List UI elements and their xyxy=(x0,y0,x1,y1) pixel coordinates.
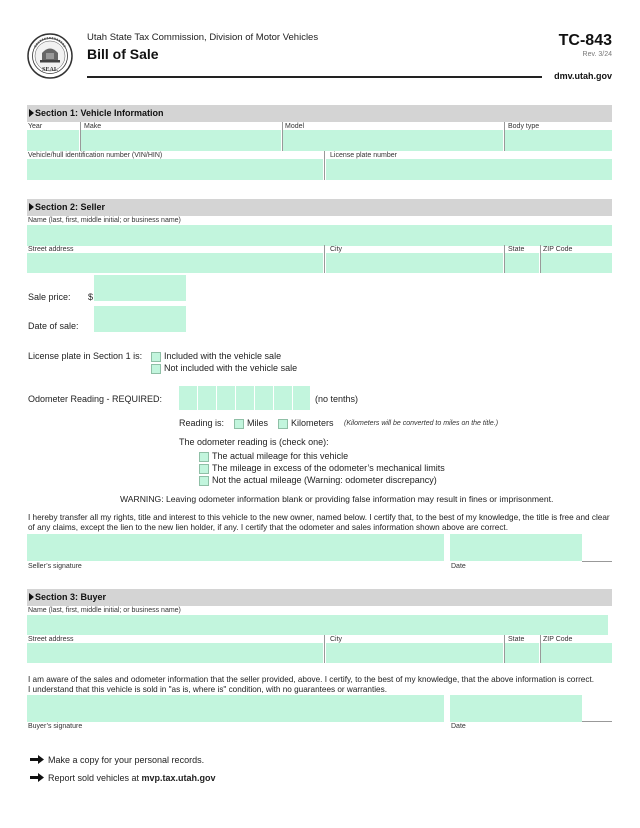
make-label: Make xyxy=(84,123,102,130)
seller-city-input[interactable] xyxy=(326,253,503,273)
currency-symbol: $ xyxy=(88,292,94,302)
seal-label: SEAL xyxy=(42,67,58,73)
plate-included-checkbox[interactable] xyxy=(151,352,161,362)
plate-not-included-checkbox[interactable] xyxy=(151,364,161,374)
year-input[interactable] xyxy=(27,130,79,151)
section3-title: Section 3: Buyer xyxy=(35,592,107,602)
vin-label: Vehicle/hull identification number (VIN/HIN) xyxy=(28,152,163,159)
seller-statement: I hereby transfer all my rights, title and interest to this vehicle to the new owner, named below. I certify that, to the best of my knowledge, the title is free and clear of any claims, except the lien to the new lien holder, if any. I certify that the odometer and sales information shown above are correct. xyxy=(28,513,610,532)
buyer-date-label: Date xyxy=(451,723,466,730)
buyer-signature-label: Buyer’s signature xyxy=(28,723,83,730)
digit-divider xyxy=(216,386,217,410)
body-type-label: Body type xyxy=(508,123,540,130)
arrow-right-icon xyxy=(30,773,44,782)
odometer-warning: WARNING: Leaving odometer information blank or providing false information may result in fines or imprisonment. xyxy=(120,494,554,504)
buyer-signature-input[interactable] xyxy=(27,695,444,722)
section1-title: Section 1: Vehicle Information xyxy=(35,108,164,118)
report-link[interactable]: mvp.tax.utah.gov xyxy=(141,773,216,783)
plate-input[interactable] xyxy=(326,159,612,180)
digit-divider xyxy=(273,386,274,410)
plate-option-label: License plate in Section 1 is: xyxy=(28,351,143,361)
sale-price-label: Sale price: xyxy=(28,292,71,302)
header-rule xyxy=(87,76,542,78)
triangle-icon xyxy=(29,109,34,117)
date-underline xyxy=(582,721,612,722)
not-actual-mileage-checkbox[interactable] xyxy=(199,476,209,486)
divider xyxy=(504,245,505,273)
page-title: Bill of Sale xyxy=(87,46,159,62)
footer-note-report-text: Report sold vehicles at xyxy=(48,773,142,783)
sale-date-input[interactable] xyxy=(94,306,186,332)
digit-divider xyxy=(197,386,198,410)
divider xyxy=(80,122,81,151)
kilometers-checkbox[interactable] xyxy=(278,419,288,429)
vin-input[interactable] xyxy=(27,159,323,180)
buyer-state-input[interactable] xyxy=(505,643,539,663)
buyer-date-input[interactable] xyxy=(450,695,582,722)
buyer-street-label: Street address xyxy=(28,636,74,643)
divider xyxy=(540,245,541,273)
revision-date: Rev. 3/24 xyxy=(582,51,612,58)
website: dmv.utah.gov xyxy=(554,71,612,81)
no-tenths-note: (no tenths) xyxy=(315,394,359,404)
buyer-zip-label: ZIP Code xyxy=(543,636,573,643)
buyer-city-label: City xyxy=(330,636,343,643)
body-type-input[interactable] xyxy=(505,130,612,151)
actual-mileage-checkbox[interactable] xyxy=(199,452,209,462)
seller-signature-input[interactable] xyxy=(27,534,444,561)
buyer-name-input[interactable] xyxy=(27,615,608,635)
divider xyxy=(324,245,325,273)
actual-mileage-label: The actual mileage for this vehicle xyxy=(212,451,349,461)
seller-city-label: City xyxy=(330,246,343,253)
plate-label: License plate number xyxy=(330,152,397,159)
seller-name-input[interactable] xyxy=(27,225,612,246)
arrow-right-icon xyxy=(30,755,44,764)
miles-label: Miles xyxy=(247,418,269,428)
triangle-icon xyxy=(29,593,34,601)
model-label: Model xyxy=(285,123,305,130)
section2-title: Section 2: Seller xyxy=(35,202,106,212)
triangle-icon xyxy=(29,203,34,211)
divider xyxy=(504,635,505,663)
not-actual-mileage-label: Not the actual mileage (Warning: odometer discrepancy) xyxy=(212,475,437,485)
state-seal xyxy=(27,33,73,79)
seller-date-label: Date xyxy=(451,563,466,570)
make-input[interactable] xyxy=(81,130,281,151)
sale-price-input[interactable] xyxy=(94,275,186,301)
excess-mileage-checkbox[interactable] xyxy=(199,464,209,474)
plate-included-label: Included with the vehicle sale xyxy=(164,351,282,361)
form-number: TC-843 xyxy=(558,32,612,49)
seller-state-label: State xyxy=(508,246,525,253)
seller-street-label: Street address xyxy=(28,246,74,253)
digit-divider xyxy=(235,386,236,410)
plate-not-included-label: Not included with the vehicle sale xyxy=(164,363,298,373)
odometer-label: Odometer Reading - REQUIRED: xyxy=(28,394,163,404)
buyer-state-label: State xyxy=(508,636,525,643)
buyer-zip-input[interactable] xyxy=(541,643,612,663)
check-one-label: The odometer reading is (check one): xyxy=(179,437,329,447)
seller-name-label: Name (last, first, middle initial; or business name) xyxy=(28,217,181,224)
divider xyxy=(324,151,325,180)
buyer-city-input[interactable] xyxy=(326,643,503,663)
seller-street-input[interactable] xyxy=(27,253,323,273)
excess-mileage-label: The mileage in excess of the odometer’s mechanical limits xyxy=(212,463,445,473)
seller-zip-input[interactable] xyxy=(541,253,612,273)
section2-header xyxy=(27,199,612,216)
divider xyxy=(504,122,505,151)
buyer-name-label: Name (last, first, middle initial; or business name) xyxy=(28,607,181,614)
seller-state-input[interactable] xyxy=(505,253,539,273)
odometer-input[interactable] xyxy=(179,386,310,410)
model-input[interactable] xyxy=(283,130,503,151)
divider xyxy=(282,122,283,151)
section1-header xyxy=(27,105,612,122)
sale-date-label: Date of sale: xyxy=(28,321,79,331)
km-note: (Kilometers will be converted to miles on the title.) xyxy=(344,420,499,427)
footer-note-copy: Make a copy for your personal records. xyxy=(48,755,205,765)
seller-signature-label: Seller’s signature xyxy=(28,563,82,570)
seller-date-input[interactable] xyxy=(450,534,582,561)
digit-divider xyxy=(292,386,293,410)
section3-header xyxy=(27,589,612,606)
buyer-street-input[interactable] xyxy=(27,643,323,663)
kilometers-label: Kilometers xyxy=(291,418,334,428)
reading-is-label: Reading is: xyxy=(179,418,225,428)
buyer-statement: I am aware of the sales and odometer information that the seller provided, above. I certify, to the best of my knowledge, that the above information is correct. I understand that this vehicle is sold in "as is, where is" condition, with no guarantees or warranties. xyxy=(28,675,594,694)
miles-checkbox[interactable] xyxy=(234,419,244,429)
seller-zip-label: ZIP Code xyxy=(543,246,573,253)
footer-note-report xyxy=(48,773,216,784)
digit-divider xyxy=(254,386,255,410)
divider xyxy=(324,635,325,663)
divider xyxy=(540,635,541,663)
agency-name: Utah State Tax Commission, Division of Motor Vehicles xyxy=(87,32,319,43)
date-underline xyxy=(582,561,612,562)
year-label: Year xyxy=(28,123,43,130)
